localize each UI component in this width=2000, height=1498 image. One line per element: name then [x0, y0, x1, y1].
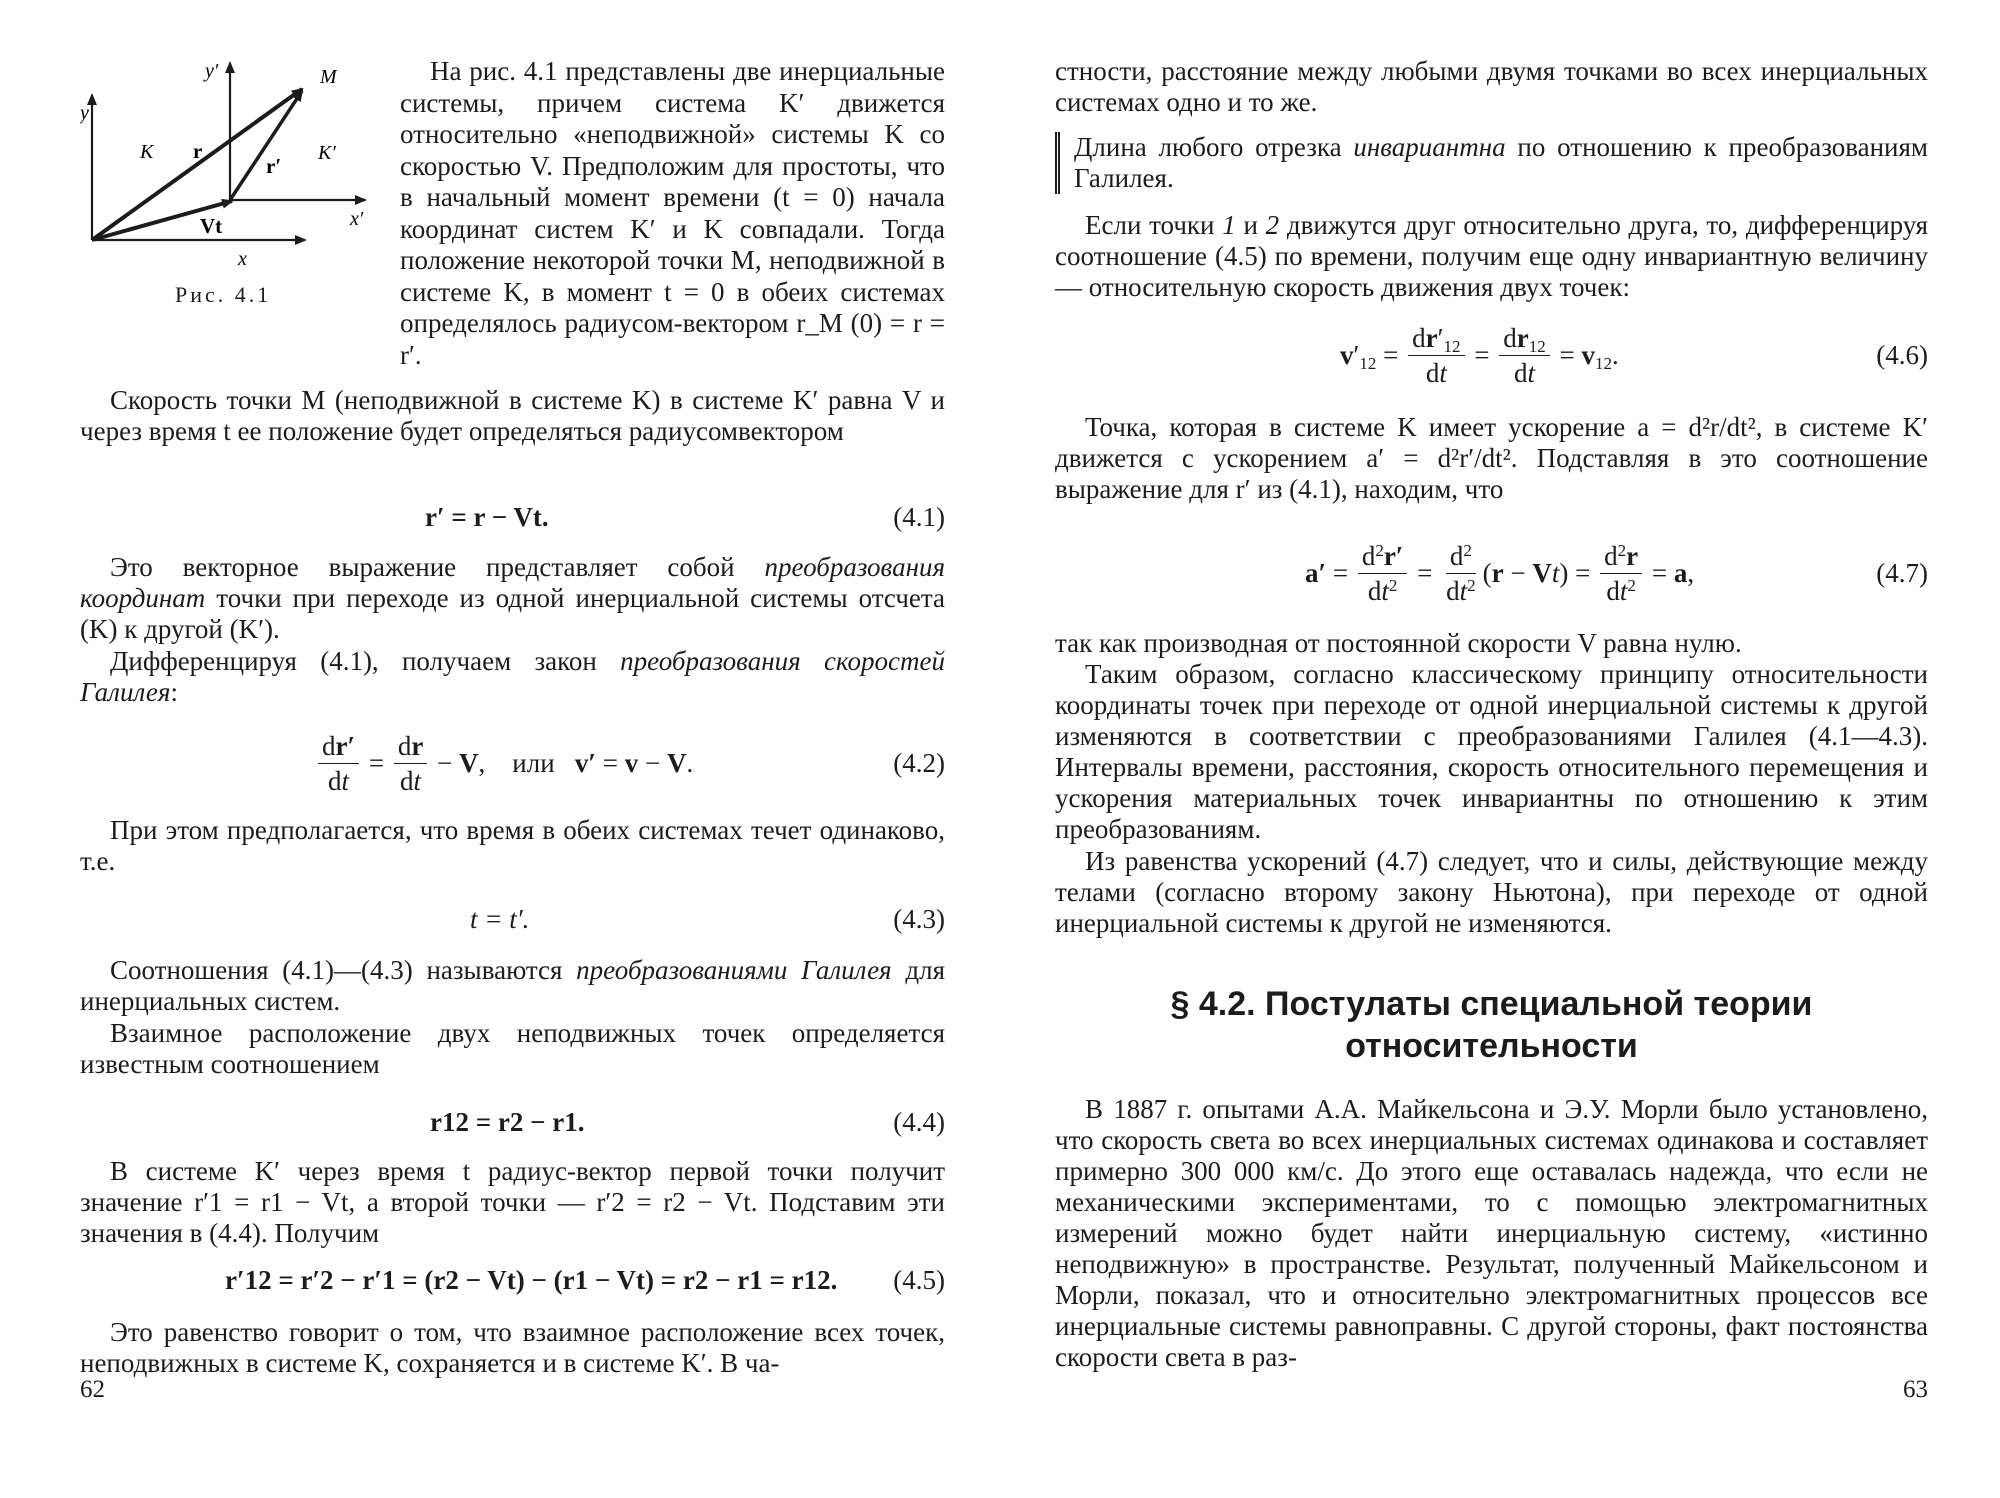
- label-r: r: [193, 139, 203, 163]
- paragraph-forces: [1055, 846, 1928, 939]
- section-heading-line1: § 4.2. Постулаты специальной теории: [1170, 985, 1813, 1023]
- equation-4-5-number: (4.5): [893, 1264, 945, 1295]
- invariance-statement: [1055, 132, 1928, 194]
- equation-4-2-or: или: [512, 747, 555, 778]
- invariance-text-b: по отношению к преобразованиям Галилея.: [1074, 132, 1928, 193]
- label-k-prime: K′: [318, 142, 336, 164]
- paragraph-intro: [400, 56, 945, 371]
- figure-4-1: [80, 55, 380, 325]
- paragraph-continue-text: стности, расстояние между любыми двумя точками во всех инерциальных системах одно и то же.: [1055, 56, 1928, 117]
- figure-caption: Рис. 4.1: [175, 282, 272, 307]
- term-coordinate-transform: преобразования координат: [80, 552, 946, 613]
- paragraph-system: [80, 1156, 945, 1249]
- section-heading-line2: относительности: [1345, 1027, 1638, 1065]
- term-invariant: инвариантна: [1353, 132, 1506, 162]
- label-k: K: [140, 141, 154, 163]
- equation-4-6: [1055, 320, 1928, 390]
- paragraph-mutual: [80, 1018, 945, 1080]
- equation-4-7: [1055, 538, 1928, 608]
- paragraph-differentiate-text-b: :: [170, 677, 178, 707]
- paragraph-acceleration: [1055, 412, 1928, 505]
- vector-r-prime: [230, 91, 302, 200]
- point-1: 1: [1222, 210, 1236, 240]
- equation-4-3-formula: t = t′.: [470, 903, 530, 934]
- label-x: x: [238, 248, 247, 270]
- paragraph-points: [1055, 210, 1928, 303]
- paragraph-continue: [1055, 56, 1928, 118]
- paragraph-forces-text: Из равенства ускорений (4.7) следует, что и силы, действующие между телами (согласно второму закону Ньютона), при переходе от одной инерциальной системы к другой не изменяются.: [1055, 846, 1928, 938]
- left-page: [80, 0, 945, 1498]
- paragraph-acceleration-text: Точка, которая в системе K имеет ускорение a = d²r/dt², в системе K′ движется с ускорением a′ = d²r′/dt². Подставляя в это соотношение выражение для r′ из (4.1), находим, что: [1055, 412, 1928, 504]
- paragraph-points-text-b: движутся друг относительно друга, то, дифференцируя соотношение (4.5) по времени, получим еще одну инвариантную величину — относительную скорость движения двух точек:: [1055, 210, 1929, 302]
- equation-4-4-number: (4.4): [893, 1106, 945, 1137]
- paragraph-vector-text-b: точки при переходе из одной инерциальной системы отсчета (K) к другой (K′).: [80, 583, 945, 644]
- equation-4-5: [80, 1245, 945, 1315]
- paragraph-1887: [1055, 1094, 1928, 1373]
- paragraph-time-text: При этом предполагается, что время в обеих системах течет одинаково, т.е.: [80, 815, 945, 876]
- equation-4-6-number: (4.6): [1876, 339, 1928, 370]
- paragraph-speed: [80, 385, 945, 447]
- equation-4-4-formula: r12 = r2 − r1.: [430, 1106, 585, 1137]
- paragraph-thus: [1055, 659, 1928, 845]
- paragraph-points-text-a: Если точки: [1085, 210, 1215, 240]
- label-y-prime: y′: [205, 60, 219, 82]
- paragraph-thus-text: Таким образом, согласно классическому принципу относительности координаты точек при переходе от одной инерциальной системы к другой изменяются в соответствии с преобразованиями Галилея (4.1—4.3). Интервалы времени, расстояния, скорость относительного перемещения и ускорения материальных точек инвариантны по отношению к этим преобразованиям.: [1055, 659, 1928, 844]
- equation-4-6-formula: $v'_{12}$ = $\frac{dr'_{12}}{dt}$ = $\frac{dr_{12}}{dt}$ = $v_{12}$.: [1340, 322, 1619, 388]
- paragraph-derivative-text: так как производная от постоянной скорости V равна нулю.: [1055, 628, 1742, 658]
- paragraph-points-and: и: [1243, 210, 1258, 240]
- equation-4-2-number: (4.2): [893, 747, 945, 778]
- equation-4-5-formula: r′12 = r′2 − r′1 = (r2 − Vt) − (r1 − Vt) = r2 − r1 = r12.: [225, 1264, 838, 1295]
- equation-4-2-formula: $\frac{dr'}{dt}$ = $\frac{dr}{dt}$ − V, или v′ = v − V.: [315, 728, 693, 798]
- label-vt: Vt: [200, 214, 223, 238]
- paragraph-vector-text-a: Это векторное выражение представляет собой: [110, 552, 735, 582]
- term-galilean-transform: преобразованиями Галилея: [576, 955, 892, 985]
- section-heading: [1055, 983, 1928, 1067]
- label-r-prime: r′: [266, 154, 282, 178]
- paragraph-equality-text: Это равенство говорит о том, что взаимное расположение всех точек, неподвижных в системе K, сохраняется и в системе K′. В ча-: [80, 1317, 945, 1378]
- paragraph-mutual-text: Взаимное расположение двух неподвижных точек определяется известным соотношением: [80, 1018, 945, 1079]
- paragraph-relations-text-b: для инерциальных систем.: [80, 955, 945, 1016]
- page-number-left: 62: [80, 1376, 105, 1403]
- paragraph-differentiate-text-a: Дифференцируя (4.1), получаем закон: [110, 646, 597, 676]
- paragraph-relations: [80, 955, 945, 1017]
- reference-frames-diagram: [80, 55, 380, 285]
- equation-4-7-formula: a′ = $\frac{d^2r'}{dt^2}$ = $\frac{d^2}{dt^2}$ (r − Vt) = $\frac{d^2r}{dt^2}$ = a,: [1305, 540, 1695, 606]
- label-m: M: [320, 66, 337, 88]
- equation-4-1-number: (4.1): [893, 501, 945, 532]
- paragraph-time: [80, 815, 945, 877]
- equation-4-3-number: (4.3): [893, 903, 945, 934]
- paragraph-equality: [80, 1317, 945, 1379]
- paragraph-1887-text: В 1887 г. опытами А.А. Майкельсона и Э.У. Морли было установлено, что скорость света во всех инерциальных системах одинакова и составляет примерно 300 000 км/с. До этого еще оставалась надежда, что если не механическими экспериментами, то с помощью электромагнитных измерений можно будет найти инерциальную систему, «истинно неподвижную» в пространстве. Результат, полученный Майкельсоном и Морли, показал, что и относительно электромагнитных процессов все инерциальные системы равноправны. С другой стороны, факт постоянства скорости света в раз-: [1055, 1094, 1928, 1372]
- paragraph-speed-text: Скорость точки M (неподвижной в системе K) в системе K′ равна V и через время t ее положение будет определяться радиусомвектором: [80, 385, 945, 446]
- equation-4-4: [80, 1087, 945, 1157]
- page-number-right: 63: [1903, 1376, 1928, 1403]
- paragraph-intro-text: На рис. 4.1 представлены две инерциальные системы, причем система K′ движется относительно «неподвижной» системы K со скоростью V. Предположим для простоты, что в начальный момент времени (t = 0) начала координат систем K′ и K совпадали. Тогда положение некоторой точки M, неподвижной в системе K, в момент t = 0 в обеих системах определялось радиусом-вектором: [400, 56, 945, 338]
- equation-4-2: [80, 728, 945, 798]
- equation-4-3: [80, 884, 945, 954]
- paragraph-system-text: В системе K′ через время t радиус-вектор первой точки получит значение r′1 = r1 − Vt, а второй точки — r′2 = r2 − Vt. Подставим эти значения в (4.4). Получим: [80, 1156, 945, 1248]
- equation-4-1-formula: r′ = r − Vt.: [425, 501, 549, 532]
- label-y: y: [80, 102, 89, 124]
- point-2: 2: [1265, 210, 1280, 240]
- equation-4-7-number: (4.7): [1876, 557, 1928, 588]
- paragraph-relations-text-a: Соотношения (4.1)—(4.3) называются: [110, 955, 563, 985]
- paragraph-derivative: [1055, 628, 1928, 659]
- term-velocity-transform: преобразования скоростей Галилея: [80, 646, 946, 707]
- paragraph-vector: [80, 552, 945, 645]
- equation-4-1: [80, 482, 945, 552]
- label-x-prime: x′: [350, 208, 364, 230]
- right-page: [1055, 0, 1928, 1498]
- invariance-text-a: Длина любого отрезка: [1074, 132, 1342, 162]
- paragraph-intro-radius: r_M (0) = r = r′.: [400, 308, 945, 370]
- paragraph-differentiate: [80, 646, 945, 708]
